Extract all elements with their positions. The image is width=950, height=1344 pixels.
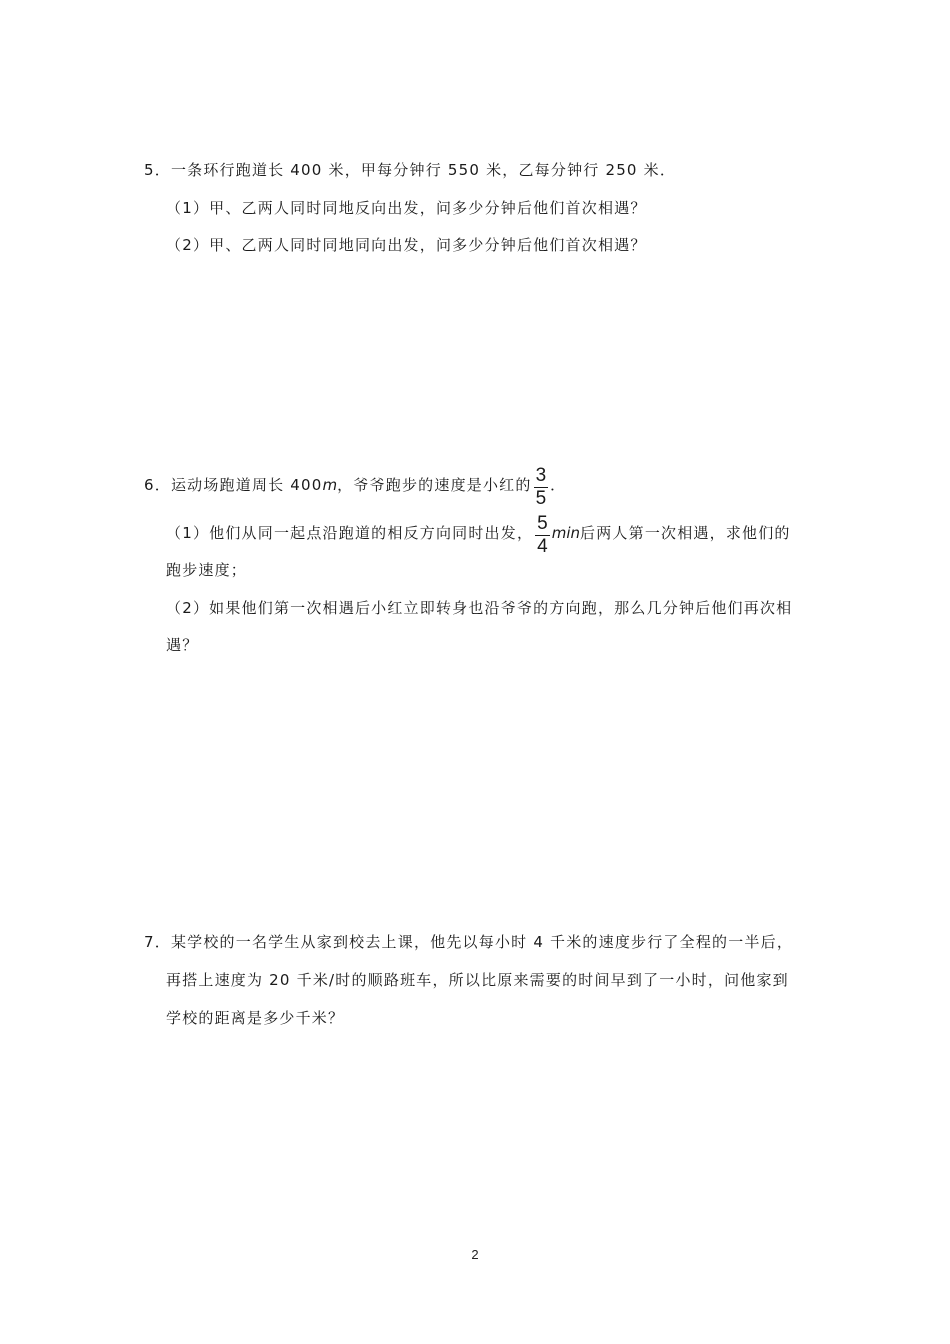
- question-6-part-1-text-a: （1）他们从同一起点沿跑道的相反方向同时出发，: [166, 524, 534, 542]
- fraction-denominator: 4: [537, 536, 548, 557]
- question-5-stem: 5．一条环行跑道长 400 米，甲每分钟行 550 米，乙每分钟行 250 米．: [144, 161, 677, 179]
- question-6-stem-text-b: ，爷爷跑步的速度是小红的: [337, 476, 532, 494]
- unit-min: min: [551, 524, 581, 542]
- fraction-five-fourths: [535, 514, 550, 557]
- question-6-part-2: （2）如果他们第一次相遇后小红立即转身也沿爷爷的方向跑，那么几分钟后他们再次相: [166, 599, 793, 617]
- question-6-part-1-continued: 跑步速度；: [166, 561, 248, 579]
- question-5-part-2: （2）甲、乙两人同时同地同向出发，问多少分钟后他们首次相遇？: [166, 236, 647, 254]
- question-7-line-2: 再搭上速度为 20 千米/时的顺路班车，所以比原来需要的时间早到了一小时，问他家到: [166, 971, 789, 989]
- question-7-line-3: 学校的距离是多少千米？: [166, 1009, 345, 1027]
- question-6-part-1: [166, 514, 791, 557]
- question-6-stem: [144, 466, 566, 509]
- fraction-numerator: 5: [537, 513, 548, 534]
- question-6-stem-text-a: 6．运动场跑道周长 400: [144, 476, 323, 494]
- question-6-stem-end: ．: [550, 476, 567, 494]
- page-number: 2: [471, 1247, 479, 1262]
- question-6-part-2-continued: 遇？: [166, 636, 199, 654]
- fraction-numerator: 3: [535, 465, 547, 486]
- fraction-three-fifths: [534, 466, 549, 509]
- unit-m: m: [322, 476, 338, 494]
- question-7-line-1: 7．某学校的一名学生从家到校去上课，他先以每小时 4 千米的速度步行了全程的一半后，: [144, 933, 794, 951]
- fraction-denominator: 5: [535, 488, 547, 509]
- question-6-part-1-text-b: 后两人第一次相遇，求他们的: [580, 524, 791, 542]
- question-5-part-1: （1）甲、乙两人同时同地反向出发，问多少分钟后他们首次相遇？: [166, 199, 647, 217]
